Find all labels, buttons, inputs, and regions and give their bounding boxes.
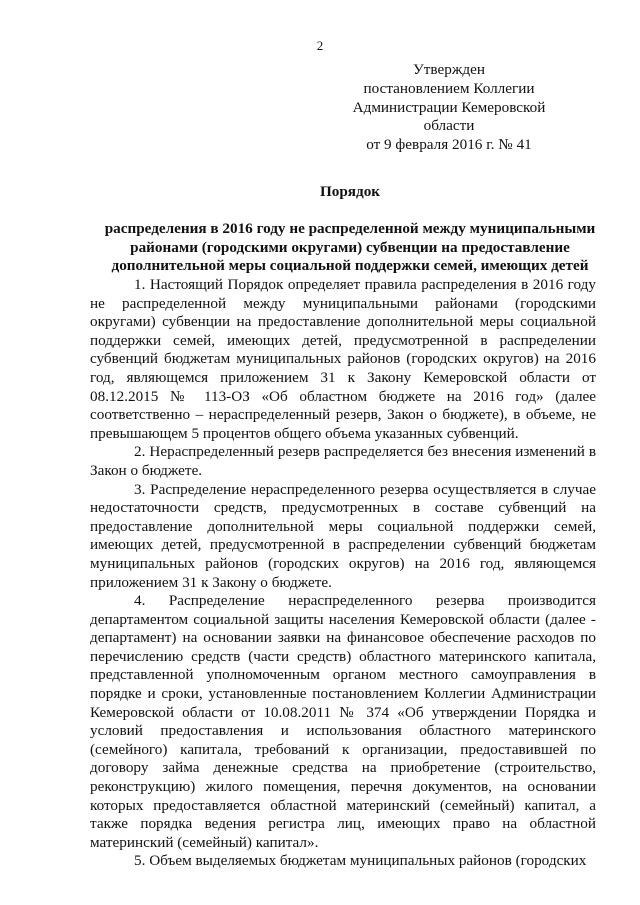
- paragraph-1: 1. Настоящий Порядок определяет правила распределения в 2016 году не распределенной между муниципальными районами (городскими округами) субвенции на предоставление дополнительной меры социальной поддержки семей, имеющих детей, предусмотренной в распределении субвенций бюджетам муниципальных районов (городских округов) на 2016 год, являющемся приложением 31 к Закону Кемеровской области от 08.12.2015 № 113-ОЗ «Об областном бюджете на 2016 год» (далее соответственно – нераспределенный резерв, Закон о бюджете), в объеме, не превышающем 5 процентов общего объема указанных субвенций.: [90, 276, 596, 442]
- approval-line: постановлением Коллегии: [363, 79, 535, 97]
- approval-block: [330, 61, 568, 155]
- title-heading: Порядок: [319, 183, 381, 200]
- title-line: распределения в 2016 году не распределенной между муниципальными: [104, 220, 596, 238]
- document-body: [90, 276, 596, 871]
- paragraph-3: 3. Распределение нераспределенного резерва осуществляется в случае недостаточности средств, предусмотренных в составе субвенций на предоставление дополнительной меры социальной поддержки семей, имеющих детей, предусмотренной в распределении субвенций бюджетам муниципальных районов (городских округов) на 2016 год, являющемся приложением 31 к Закону о бюджете.: [90, 480, 596, 591]
- approval-line: Администрации Кемеровской области: [352, 98, 546, 135]
- paragraph-5: 5. Объем выделяемых бюджетам муниципальных районов (городских: [134, 852, 587, 870]
- paragraph-2: 2. Нераспределенный резерв распределяется без внесения изменений в Закон о бюджете.: [90, 443, 596, 479]
- title-line: районами (городскими округами) субвенции на предоставление: [130, 238, 570, 256]
- approval-line: Утвержден: [413, 61, 485, 78]
- paragraph-4: 4. Распределение нераспределенного резерва производится департаментом социальной защиты населения Кемеровской области (далее - департамент) на основании заявки на финансовое обеспечение расходов по перечислению средств (части средств) областного материнского капитала, представленной уполномоченным органом местного самоуправления в порядке и сроки, установленные постановлением Коллегии Администрации Кемеровской области от 10.08.2011 № 374 «Об утверждении Порядка и условий предоставления и использования областного материнского (семейного) капитала, требований к организации, предоставившей по договору займа денежные средства на приобретение (строительство, реконструкцию) жилого помещения, перечня документов, на основании которых предоставляется областной материнский (семейный) капитал, а также порядка ведения регистра лиц, имеющих право на областной материнский (семейный) капитал».: [90, 592, 596, 851]
- document-title: [60, 183, 640, 276]
- approval-line: от 9 февраля 2016 г. № 41: [366, 136, 532, 154]
- page-number: 2: [316, 38, 324, 53]
- title-line: дополнительной меры социальной поддержки семей, имеющих детей: [111, 257, 589, 275]
